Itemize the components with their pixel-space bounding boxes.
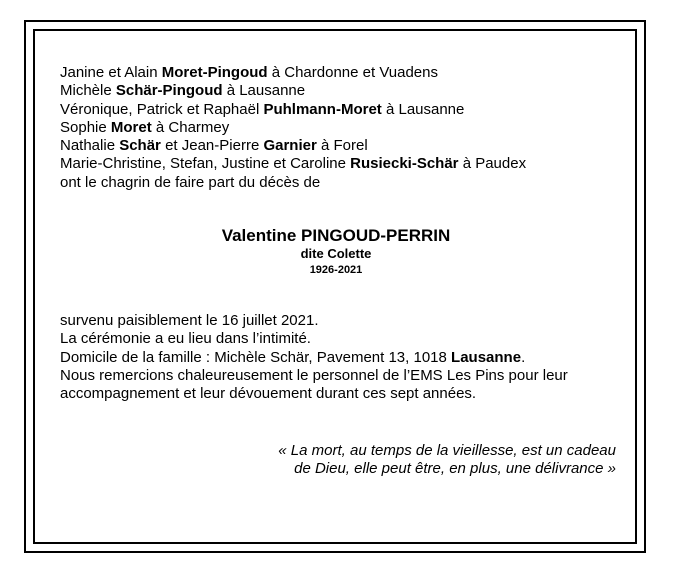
message-line: Nous remercions chaleureusement le personnel de l’EMS Les Pins pour leur xyxy=(60,366,568,384)
family-line xyxy=(60,101,620,119)
family-surname: Schär-Pingoud xyxy=(115,82,223,100)
family-surname: Rusiecki-Schär xyxy=(350,155,459,173)
family-surname: Schär xyxy=(119,137,161,155)
family-first-names: et Jean-Pierre xyxy=(160,137,264,155)
family-line xyxy=(60,155,620,173)
address-end: . xyxy=(521,348,526,366)
family-line xyxy=(60,82,620,100)
family-surname: Moret-Pingoud xyxy=(161,64,268,81)
deceased-name: Valentine PINGOUD-PERRIN xyxy=(221,226,451,245)
quote-line: « La mort, au temps de la vieillesse, est un cadeau xyxy=(278,442,616,459)
message-line: accompagnement et leur dévouement durant ces sept années. xyxy=(60,385,477,403)
quote-block xyxy=(196,442,616,479)
family-first-names: Marie-Christine, Stefan, Justine et Caroline xyxy=(60,155,351,173)
family-line xyxy=(60,119,620,137)
family-surname: Moret xyxy=(110,118,152,136)
family-line xyxy=(60,64,620,82)
family-list xyxy=(60,64,620,192)
announcement-line: ont le chagrin de faire part du décès de xyxy=(60,173,321,191)
family-surname: Garnier xyxy=(263,137,317,155)
deceased-alias: dite Colette xyxy=(300,246,372,261)
address-line xyxy=(60,349,630,367)
deceased-block xyxy=(36,226,636,277)
family-first-names: Nathalie xyxy=(60,137,120,155)
family-first-names: Véronique, Patrick et Raphaël xyxy=(60,100,264,118)
message-block xyxy=(60,312,630,403)
address-text: Domicile de la famille : Michèle Schär, Pavement 13, 1018 xyxy=(60,348,452,366)
family-first-names: Sophie xyxy=(60,118,111,136)
family-location: à Lausanne xyxy=(381,100,465,118)
family-location: à Paudex xyxy=(458,155,527,173)
family-first-names: Michèle xyxy=(60,82,116,100)
family-surname: Puhlmann-Moret xyxy=(263,100,382,118)
address-city: Lausanne xyxy=(451,348,522,366)
family-location: à Lausanne xyxy=(222,82,306,100)
quote-line: de Dieu, elle peut être, en plus, une délivrance » xyxy=(294,460,616,478)
family-first-names: Janine et Alain xyxy=(60,64,162,81)
family-location: à Charmey xyxy=(151,118,230,136)
family-location: à Forel xyxy=(316,137,368,155)
family-location: à Chardonne et Vuadens xyxy=(267,64,438,81)
message-line: survenu paisiblement le 16 juillet 2021. xyxy=(60,312,319,329)
deceased-years: 1926-2021 xyxy=(309,264,363,276)
message-line: La cérémonie a eu lieu dans l’intimité. xyxy=(60,330,311,348)
family-line xyxy=(60,137,620,155)
